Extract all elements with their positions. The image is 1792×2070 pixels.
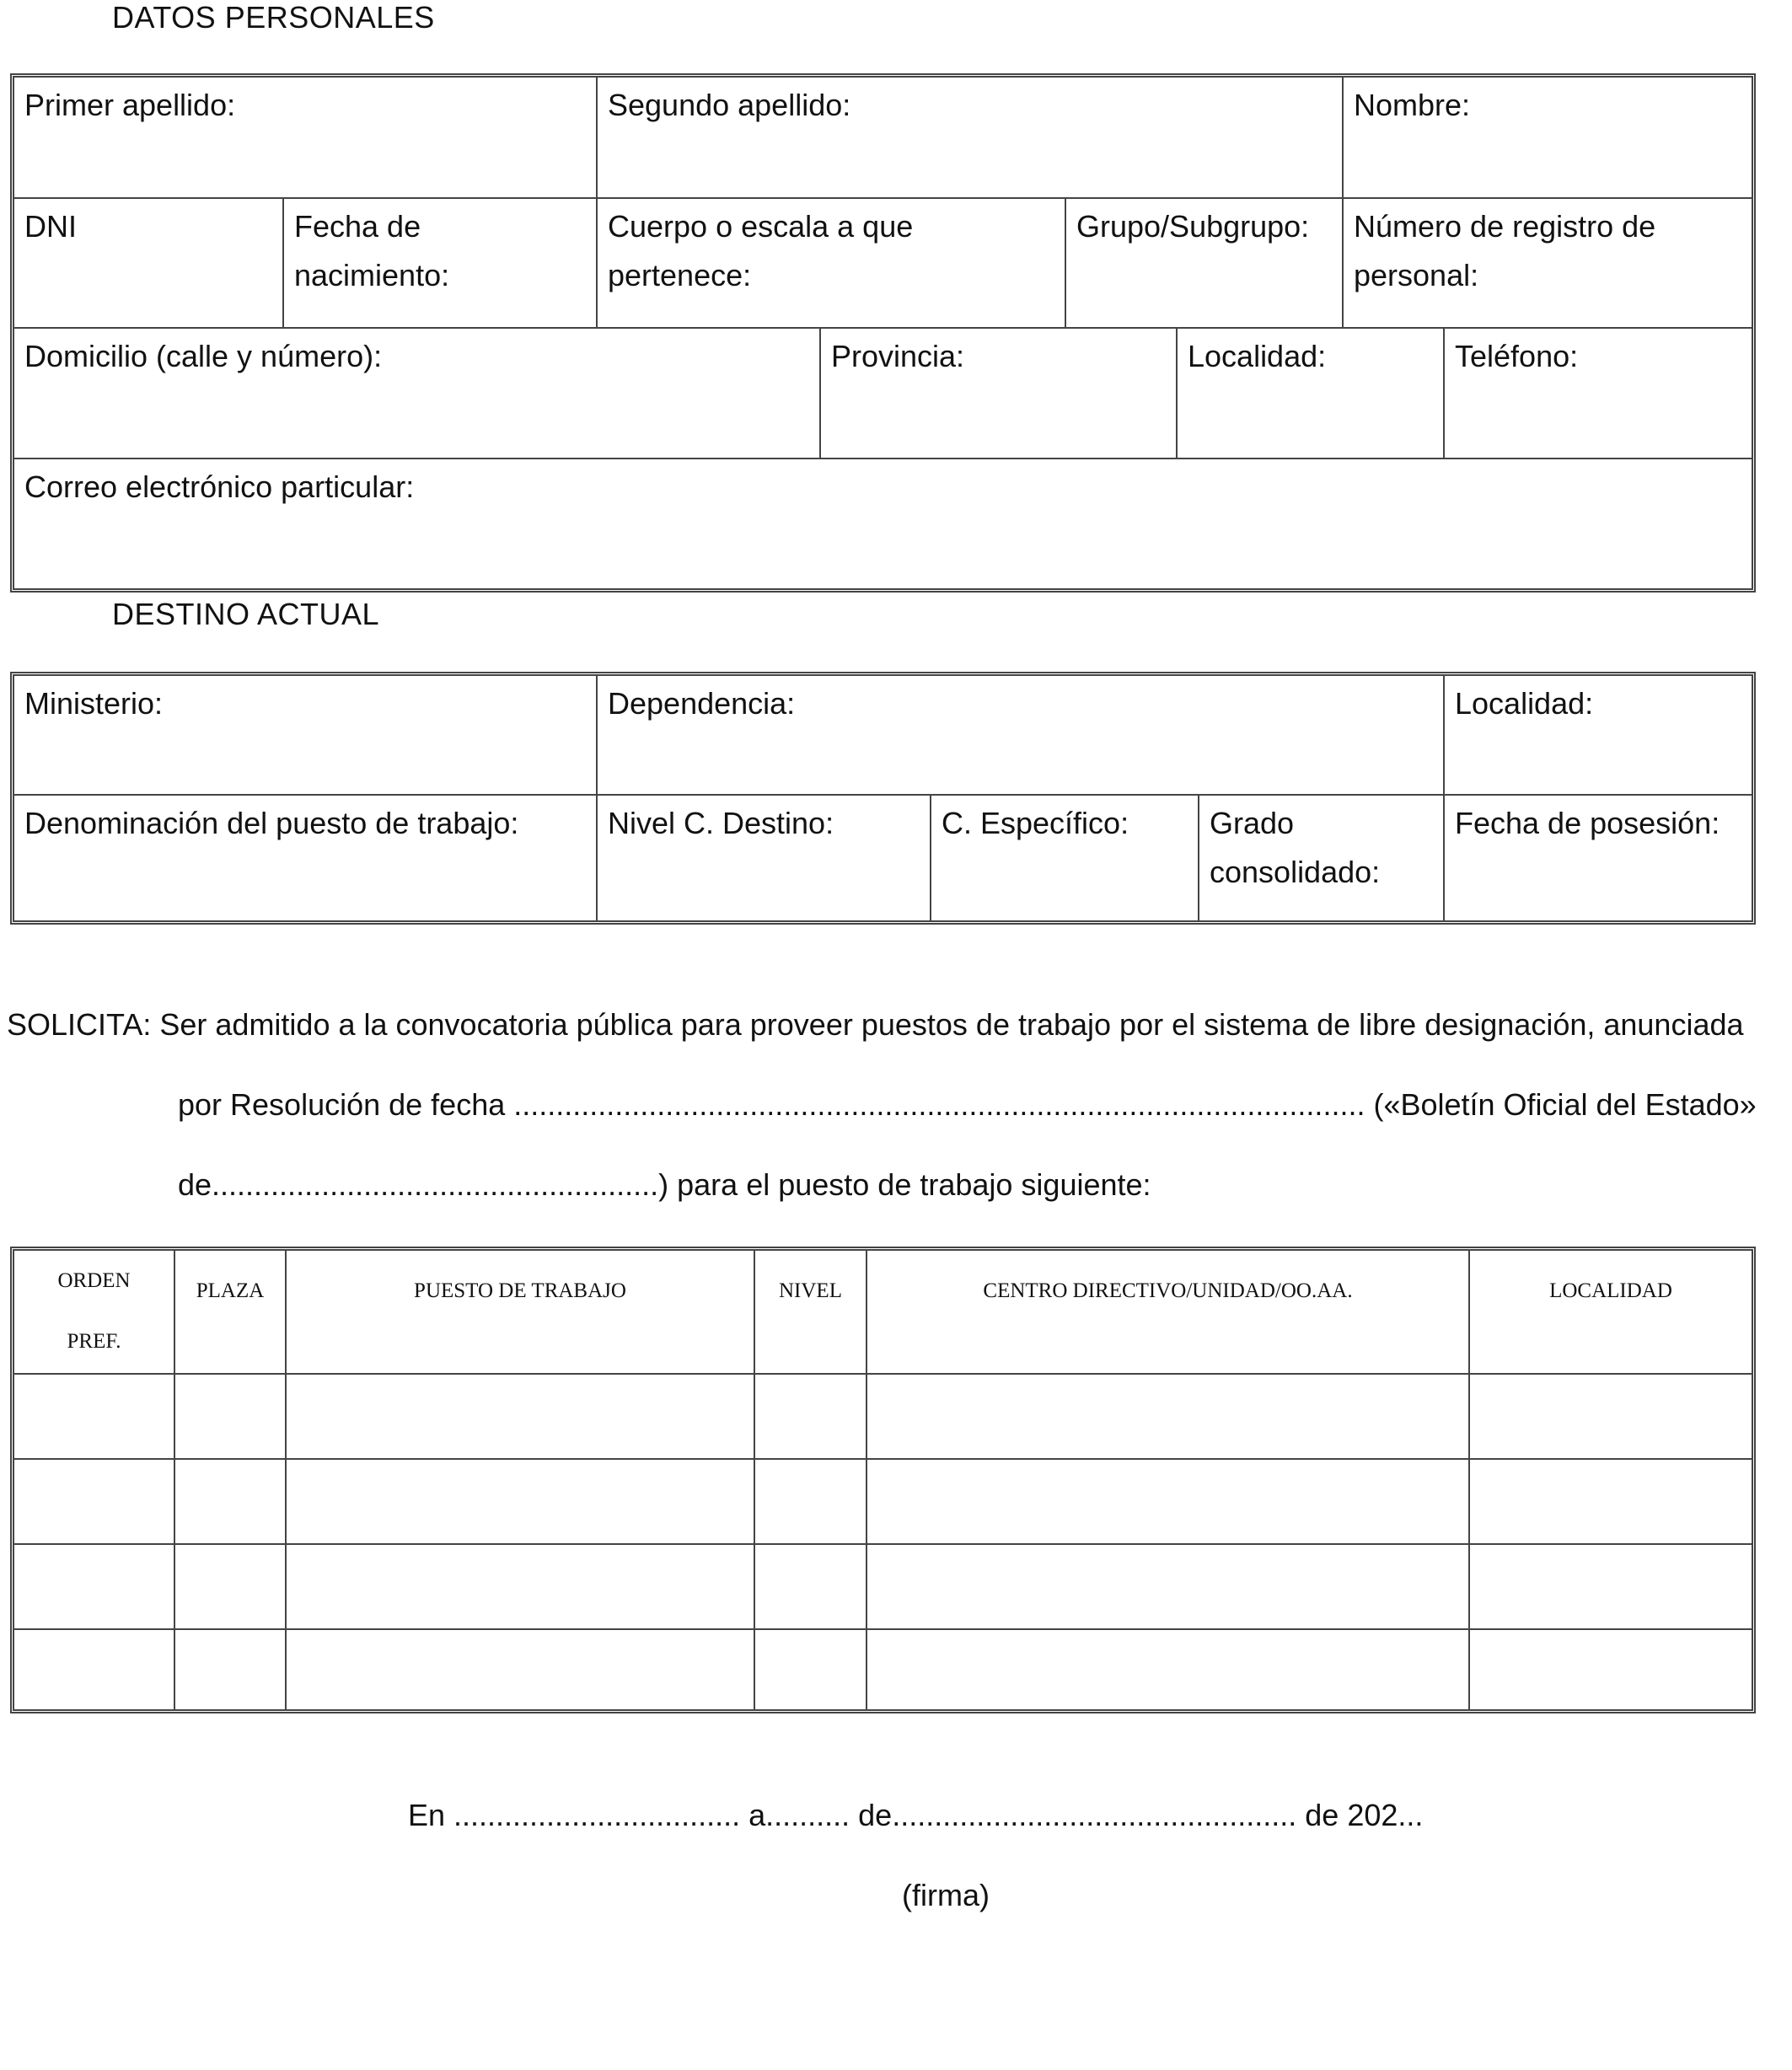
field-complemento-especifico[interactable]: C. Específico:: [930, 794, 1198, 920]
solicita-line-1: SOLICITA: Ser admitido a la convocatoria pública para proveer puestos de trabajo por el sistema de libre designación, anunciada: [7, 1007, 1744, 1042]
row4-centro[interactable]: [866, 1628, 1468, 1709]
row1-nivel[interactable]: [754, 1373, 866, 1458]
row2-nivel[interactable]: [754, 1458, 866, 1543]
row3-nivel[interactable]: [754, 1543, 866, 1628]
row2-localidad[interactable]: [1468, 1458, 1752, 1543]
row2-plaza[interactable]: [174, 1458, 285, 1543]
row4-plaza[interactable]: [174, 1628, 285, 1709]
header-centro-directivo: CENTRO DIRECTIVO/UNIDAD/OO.AA.: [866, 1251, 1468, 1373]
header-nivel: NIVEL: [754, 1251, 866, 1373]
row4-puesto[interactable]: [285, 1628, 754, 1709]
field-fecha-posesion[interactable]: Fecha de posesión:: [1443, 794, 1752, 920]
field-fecha-nacimiento[interactable]: Fecha de nacimiento:: [282, 197, 596, 327]
row1-plaza[interactable]: [174, 1373, 285, 1458]
header-puesto-trabajo: PUESTO DE TRABAJO: [285, 1251, 754, 1373]
row2-puesto[interactable]: [285, 1458, 754, 1543]
field-primer-apellido[interactable]: Primer apellido:: [24, 88, 236, 122]
field-ministerio[interactable]: Ministerio:: [24, 686, 164, 721]
field-nombre[interactable]: Nombre:: [1342, 78, 1752, 197]
firma-label: (firma): [902, 1878, 990, 1912]
fecha-lugar-line: En .................................. a.......... de................................................ de 202...: [408, 1798, 1424, 1832]
row3-centro[interactable]: [866, 1543, 1468, 1628]
solicita-line-3: de.....................................................) para el puesto de trabajo siguiente:: [178, 1167, 1151, 1202]
row3-plaza[interactable]: [174, 1543, 285, 1628]
row4-localidad[interactable]: [1468, 1628, 1752, 1709]
row1-orden[interactable]: [14, 1373, 174, 1458]
field-grado-consolidado[interactable]: Grado consolidado:: [1198, 794, 1443, 920]
row1-localidad[interactable]: [1468, 1373, 1752, 1458]
destino-table: [10, 672, 1756, 925]
row4-nivel[interactable]: [754, 1628, 866, 1709]
row2-centro[interactable]: [866, 1458, 1468, 1543]
field-segundo-apellido[interactable]: Segundo apellido:: [596, 78, 1342, 197]
field-correo[interactable]: Correo electrónico particular:: [14, 458, 1752, 588]
header-orden-pref: ORDEN PREF.: [57, 1269, 131, 1353]
row3-puesto[interactable]: [285, 1543, 754, 1628]
field-denominacion-puesto[interactable]: Denominación del puesto de trabajo:: [14, 794, 596, 920]
solicita-line-2: por Resolución de fecha ..................................................................................................... («Boletín Oficial del Estado»: [178, 1087, 1757, 1122]
field-dependencia[interactable]: Dependencia:: [596, 676, 1443, 794]
header-plaza: PLAZA: [174, 1251, 285, 1373]
field-localidad-destino[interactable]: Localidad:: [1443, 676, 1752, 794]
field-grupo-subgrupo[interactable]: Grupo/Subgrupo:: [1065, 197, 1342, 327]
field-telefono[interactable]: Teléfono:: [1443, 327, 1752, 458]
row3-orden[interactable]: [14, 1543, 174, 1628]
section-title-personal: DATOS PERSONALES: [112, 0, 435, 35]
row4-orden[interactable]: [14, 1628, 174, 1709]
personal-data-table: [10, 73, 1756, 593]
row2-orden[interactable]: [14, 1458, 174, 1543]
field-domicilio[interactable]: Domicilio (calle y número):: [14, 327, 819, 458]
row1-centro[interactable]: [866, 1373, 1468, 1458]
row3-localidad[interactable]: [1468, 1543, 1752, 1628]
field-cuerpo-escala[interactable]: Cuerpo o escala a que pertenece:: [596, 197, 1065, 327]
field-dni[interactable]: DNI: [14, 197, 282, 327]
field-numero-registro[interactable]: Número de registro de personal:: [1342, 197, 1752, 327]
field-localidad[interactable]: Localidad:: [1176, 327, 1443, 458]
puestos-table: [10, 1247, 1756, 1713]
row1-puesto[interactable]: [285, 1373, 754, 1458]
field-provincia[interactable]: Provincia:: [819, 327, 1176, 458]
field-nivel-destino[interactable]: Nivel C. Destino:: [596, 794, 930, 920]
header-localidad: LOCALIDAD: [1468, 1251, 1752, 1373]
section-title-destino: DESTINO ACTUAL: [112, 597, 380, 631]
